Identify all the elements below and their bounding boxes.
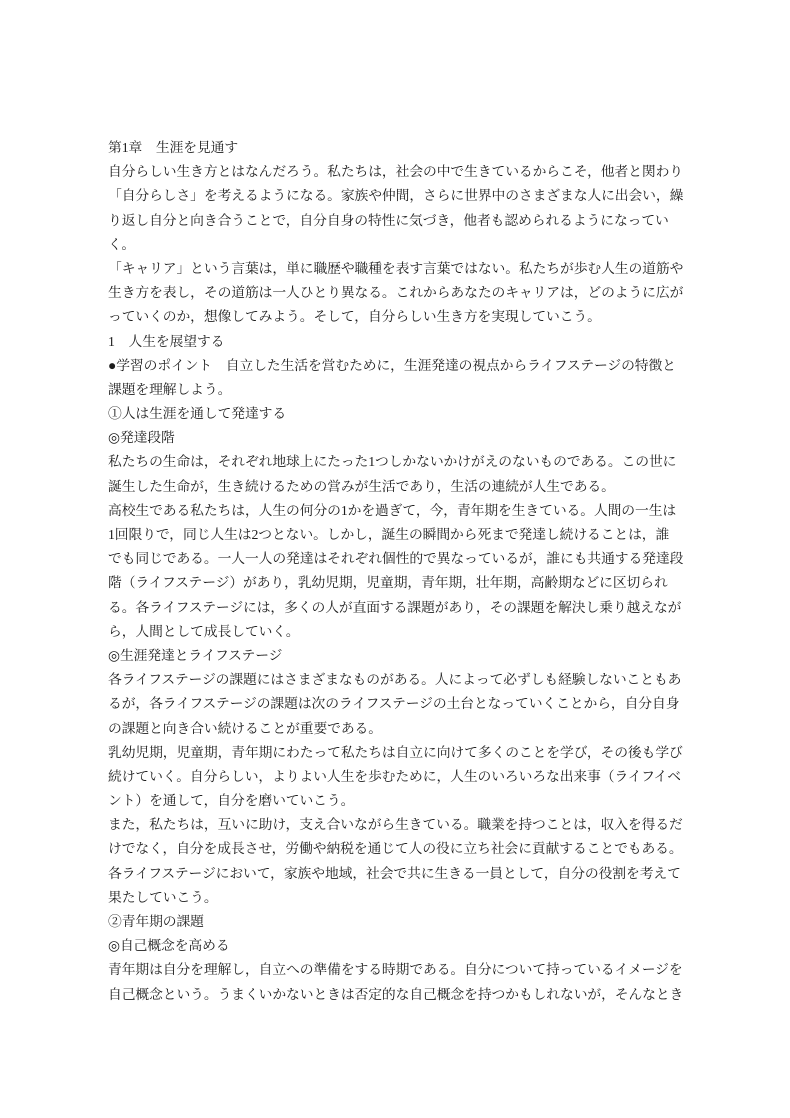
text-line: 課題を理解しよう。 xyxy=(108,381,232,397)
text-line: また，私たちは，互いに助け，支え合いながら生きている。職業を持つことは，収入を得るだ xyxy=(108,817,683,833)
text-line: 私たちの生命は，それぞれ地球上にたった1つしかないかけがえのないものである。この世に xyxy=(108,454,677,470)
text-line: 各ライフステージにおいて，家族や地域，社会で共に生きる一員として，自分の役割を考えて xyxy=(108,865,681,881)
text-line: るが，各ライフステージの課題は次のライフステージの土台となっていくことから，自分自身 xyxy=(108,696,680,712)
text-line: 1回限りで，同じ人生は2つとない。しかし，誕生の瞬間から死まで発達し続けることは，誰 xyxy=(108,527,670,542)
text-line: 自分らしい生き方とはなんだろう。私たちは，社会の中で生きているからこそ，他者と関わり xyxy=(108,164,683,180)
text-line: 各ライフステージの課題にはさまざまなものがある。人によって必ずしも経験しないこともあ xyxy=(108,672,682,688)
text-line: 高校生である私たちは，人生の何分の1かを過ぎて，今，青年期を生きている。人間の一生は xyxy=(108,502,677,518)
text-line: の課題と向き合い続けることが重要である。 xyxy=(108,720,382,736)
subsection-heading: ◎生涯発達とライフステージ xyxy=(108,647,283,663)
text-line: 誕生した生命が，生き続けるための営みが生活であり，生活の連続が人生である。 xyxy=(108,478,615,494)
text-line: 自己概念という。うまくいかないときは否定的な自己概念を持つかもしれないが，そんなとき xyxy=(108,986,684,1002)
text-line: でも同じである。一人一人の発達はそれぞれ個性的で異なっているが，誰にも共通する発達段 xyxy=(108,551,684,567)
text-line: けでなく，自分を成長させ，労働や納税を通じて人の役に立ち社会に貢献することでもある。 xyxy=(108,841,683,857)
subsection-heading: ◎発達段階 xyxy=(108,430,175,446)
section-heading: 1 人生を展望する xyxy=(108,333,225,349)
text-line: く。 xyxy=(108,236,136,252)
text-line: る。各ライフステージには，多くの人が直面する課題があり，その課題を解決し乗り越えなが xyxy=(108,599,682,615)
text-line: 果たしていこう。 xyxy=(108,889,218,905)
text-line: り返し自分と向き合うことで，自分自身の特性に気づき，他者も認められるようになってい xyxy=(108,212,669,228)
text-line: 乳幼児期，児童期，青年期にわたって私たちは自立に向けて多くのことを学び，その後も学び xyxy=(108,744,683,760)
text-line: 階（ライフステージ）があり，乳幼児期，児童期，青年期，壮年期，高齢期などに区切られ xyxy=(108,575,668,591)
text-line: 生き方を表し，その道筋は一人ひとり異なる。これからあなたのキャリアは，どのように広が xyxy=(108,285,684,301)
subsection-heading: ①人は生涯を通して発達する xyxy=(108,406,287,422)
subsection-heading: ②青年期の課題 xyxy=(108,914,204,929)
subsection-heading: ◎自己概念を高める xyxy=(108,938,230,954)
text-line: ら，人間として成長していく。 xyxy=(108,623,300,639)
text-line: 続けていく。自分らしい，よりよい人生を歩むために，人生のいろいろな出来事（ライフイベ xyxy=(108,768,681,784)
chapter-heading: 第1章 生涯を見通す xyxy=(108,140,239,155)
text-line: ント）を通して，自分を磨いていこう。 xyxy=(108,793,355,809)
text-line: っていくのか，想像してみよう。そして，自分らしい生き方を実現していこう。 xyxy=(108,309,601,325)
learning-point-line: ●学習のポイント 自立した生活を営むために，生涯発達の視点からライフステージの特徴と xyxy=(108,357,676,373)
document-text-block xyxy=(108,136,708,1007)
text-line: 「キャリア」という言葉は，単に職歴や職種を表す言葉ではない。私たちが歩む人生の道筋や xyxy=(108,260,684,276)
text-line: 「自分らしさ」を考えるようになる。家族や仲間，さらに世界中のさまざまな人に出会い，繰 xyxy=(108,188,684,204)
text-line: 青年期は自分を理解し，自立への準備をする時期である。自分について持っているイメージを xyxy=(108,962,683,978)
